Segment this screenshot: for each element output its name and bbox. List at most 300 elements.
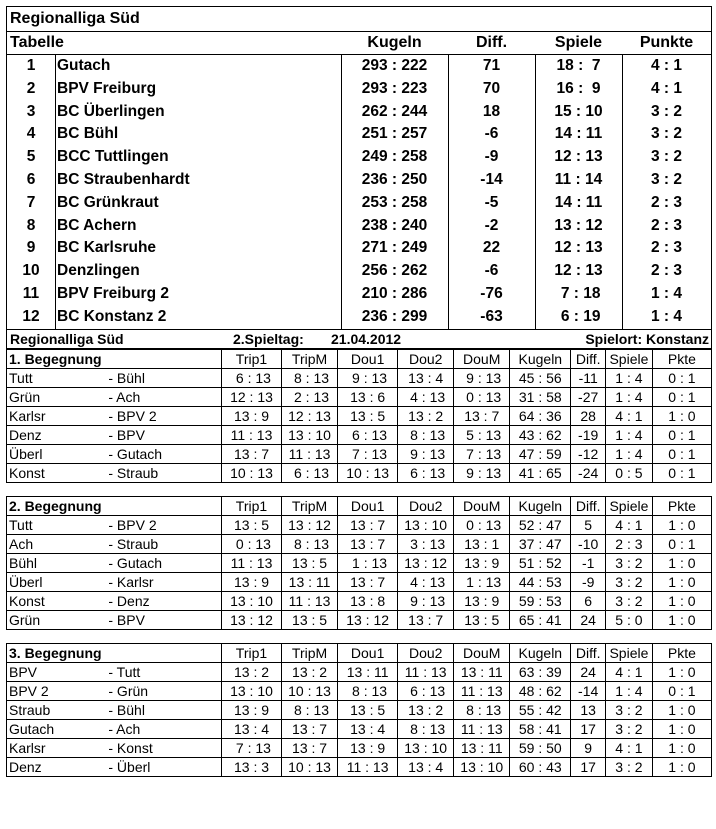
block-title: 3. Begegnung	[7, 643, 222, 662]
match-diff: -1	[571, 553, 606, 572]
match-team: Denz	[7, 757, 109, 776]
match-dou2: 13 : 7	[398, 610, 454, 629]
column-header: Spiele	[605, 496, 652, 515]
standings-spiele: 14 : 11	[554, 125, 603, 143]
match-pkte: 0 : 1	[652, 368, 711, 387]
match-diff: 17	[571, 757, 606, 776]
standings-spiele: 6 : 19	[556, 307, 601, 325]
match-doum: 13 : 9	[454, 591, 510, 610]
match-dou2: 13 : 12	[398, 553, 454, 572]
standings-row	[7, 237, 711, 260]
match-opponent: - BPV 2	[108, 515, 221, 534]
match-dou2: 8 : 13	[398, 719, 454, 738]
match-opponent: - BPV	[108, 610, 221, 629]
standings-kugeln: 293 : 222	[361, 57, 428, 74]
match-row	[7, 444, 712, 463]
match-team: Konst	[7, 463, 109, 482]
match-team: Bühl	[7, 553, 109, 572]
standings-row	[7, 306, 711, 329]
column-header: Pkte	[652, 496, 711, 515]
standings-rank: 1	[26, 57, 36, 74]
match-doum: 11 : 13	[454, 719, 510, 738]
standings-rank: 4	[26, 125, 36, 143]
match-opponent: - Denz	[108, 591, 221, 610]
match-spiele: 4 : 1	[605, 738, 652, 757]
match-opponent: - Grün	[108, 681, 221, 700]
match-dou2: 13 : 2	[398, 700, 454, 719]
match-trip1: 13 : 3	[221, 757, 281, 776]
standings-rank: 3	[26, 102, 36, 120]
match-doum: 13 : 1	[454, 534, 510, 553]
match-row	[7, 553, 712, 572]
match-row	[7, 757, 712, 776]
match-pkte: 0 : 1	[652, 681, 711, 700]
matchday-venue: Spielort: Konstanz	[585, 330, 709, 347]
match-dou1: 13 : 11	[338, 662, 398, 681]
standings-diff: -63	[480, 307, 503, 325]
match-dou1: 13 : 5	[338, 406, 398, 425]
match-dou2: 13 : 10	[398, 738, 454, 757]
standings-punkte: 2 : 3	[650, 262, 682, 280]
column-header: Trip1	[221, 496, 281, 515]
match-opponent: - Straub	[108, 534, 221, 553]
match-pkte: 1 : 0	[652, 572, 711, 591]
standings-rank: 11	[22, 284, 40, 302]
match-diff: 13	[571, 700, 606, 719]
match-spiele: 4 : 1	[605, 406, 652, 425]
column-header: Dou1	[338, 349, 398, 368]
match-tripm: 10 : 13	[282, 757, 338, 776]
match-row	[7, 515, 712, 534]
standings-rank: 12	[22, 307, 40, 325]
match-dou2: 13 : 2	[398, 406, 454, 425]
match-row	[7, 572, 712, 591]
match-row	[7, 610, 712, 629]
column-header: Dou1	[338, 643, 398, 662]
match-team: Überl	[7, 572, 109, 591]
standings-title: Regionalliga Süd	[7, 7, 711, 32]
match-kugeln: 45 : 56	[510, 368, 571, 387]
match-tripm: 8 : 13	[282, 368, 338, 387]
block-title: 2. Begegnung	[7, 496, 222, 515]
match-kugeln: 60 : 43	[510, 757, 571, 776]
match-trip1: 13 : 12	[221, 610, 281, 629]
standings-rank: 8	[26, 216, 36, 234]
standings-diff: -2	[484, 216, 499, 234]
match-dou2: 4 : 13	[398, 387, 454, 406]
match-doum: 5 : 13	[454, 425, 510, 444]
match-spiele: 3 : 2	[605, 700, 652, 719]
column-header: TripM	[282, 643, 338, 662]
match-doum: 8 : 13	[454, 700, 510, 719]
match-tripm: 13 : 11	[282, 572, 338, 591]
match-row	[7, 738, 712, 757]
match-team: Tutt	[7, 515, 109, 534]
standings-row	[7, 215, 711, 238]
match-diff: -10	[571, 534, 606, 553]
standings-row	[7, 101, 711, 124]
match-team: Gutach	[7, 719, 109, 738]
match-team: Konst	[7, 591, 109, 610]
match-trip1: 7 : 13	[221, 738, 281, 757]
standings-row	[7, 283, 711, 306]
column-divider	[535, 55, 536, 329]
match-row	[7, 591, 712, 610]
match-tripm: 13 : 2	[282, 662, 338, 681]
match-diff: -9	[571, 572, 606, 591]
match-dou1: 13 : 4	[338, 719, 398, 738]
match-team: Karlsr	[7, 738, 109, 757]
match-trip1: 6 : 13	[221, 368, 281, 387]
standings-table	[6, 6, 712, 330]
match-doum: 7 : 13	[454, 444, 510, 463]
match-spiele: 1 : 4	[605, 425, 652, 444]
match-diff: 17	[571, 719, 606, 738]
standings-rank: 5	[26, 148, 36, 166]
standings-punkte: 2 : 3	[650, 239, 682, 257]
match-row	[7, 406, 712, 425]
match-pkte: 1 : 0	[652, 591, 711, 610]
match-pkte: 1 : 0	[652, 757, 711, 776]
standings-spiele: 16 : 9	[556, 79, 601, 97]
match-blocks	[6, 349, 712, 777]
match-kugeln: 44 : 53	[510, 572, 571, 591]
standings-header	[7, 32, 711, 55]
match-row	[7, 700, 712, 719]
match-dou1: 13 : 9	[338, 738, 398, 757]
column-header: Diff.	[571, 643, 606, 662]
match-diff: -19	[571, 425, 606, 444]
column-divider	[55, 55, 56, 329]
standings-body	[7, 55, 711, 329]
standings-team: BPV Freiburg	[57, 79, 157, 97]
standings-spiele: 14 : 11	[554, 193, 603, 211]
standings-team: BC Grünkraut	[57, 193, 159, 211]
match-dou2: 13 : 4	[398, 757, 454, 776]
standings-punkte: 3 : 2	[650, 148, 682, 166]
standings-spiele: 12 : 13	[554, 239, 603, 257]
match-row	[7, 681, 712, 700]
column-header: Dou1	[338, 496, 398, 515]
match-trip1: 13 : 7	[221, 444, 281, 463]
match-opponent: - Straub	[108, 463, 221, 482]
standings-spiele: 11 : 14	[554, 170, 603, 188]
match-row	[7, 387, 712, 406]
standings-row	[7, 146, 711, 169]
match-tripm: 13 : 5	[282, 553, 338, 572]
column-divider	[622, 55, 623, 329]
column-header: TripM	[282, 349, 338, 368]
match-pkte: 1 : 0	[652, 700, 711, 719]
match-dou1: 13 : 7	[338, 534, 398, 553]
match-spiele: 3 : 2	[605, 757, 652, 776]
match-team: Überl	[7, 444, 109, 463]
match-spiele: 3 : 2	[605, 591, 652, 610]
standings-kugeln: 262 : 244	[361, 102, 428, 120]
standings-team: BC Straubenhardt	[57, 170, 190, 188]
match-tripm: 11 : 13	[282, 444, 338, 463]
standings-spiele: 18 : 7	[556, 57, 601, 74]
match-dou2: 6 : 13	[398, 463, 454, 482]
standings-diff: -6	[484, 125, 499, 143]
match-trip1: 11 : 13	[221, 425, 281, 444]
column-header: Pkte	[652, 349, 711, 368]
standings-rank: 6	[26, 170, 36, 188]
match-spiele: 3 : 2	[605, 572, 652, 591]
match-dou2: 11 : 13	[398, 662, 454, 681]
block-header-row	[7, 496, 712, 515]
match-row	[7, 463, 712, 482]
standings-diff: 71	[482, 57, 501, 74]
match-diff: 28	[571, 406, 606, 425]
match-dou2: 3 : 13	[398, 534, 454, 553]
standings-kugeln: 253 : 258	[361, 193, 428, 211]
column-header: Pkte	[652, 643, 711, 662]
standings-kugeln: 236 : 250	[361, 170, 428, 188]
match-pkte: 1 : 0	[652, 738, 711, 757]
column-header: DouM	[454, 349, 510, 368]
match-trip1: 13 : 2	[221, 662, 281, 681]
match-tripm: 13 : 7	[282, 738, 338, 757]
column-header: Dou2	[398, 496, 454, 515]
match-tripm: 8 : 13	[282, 700, 338, 719]
match-doum: 13 : 7	[454, 406, 510, 425]
match-opponent: - Karlsr	[108, 572, 221, 591]
header-punkte: Punkte	[639, 34, 694, 51]
match-team: Straub	[7, 700, 109, 719]
match-trip1: 13 : 10	[221, 591, 281, 610]
standings-kugeln: 256 : 262	[361, 262, 428, 280]
match-kugeln: 55 : 42	[510, 700, 571, 719]
standings-kugeln: 236 : 299	[361, 307, 428, 325]
match-tripm: 13 : 10	[282, 425, 338, 444]
standings-punkte: 3 : 2	[650, 170, 682, 188]
column-header: Trip1	[221, 643, 281, 662]
column-header: DouM	[454, 496, 510, 515]
match-pkte: 1 : 0	[652, 662, 711, 681]
match-dou1: 13 : 6	[338, 387, 398, 406]
match-opponent: - Ach	[108, 719, 221, 738]
match-spiele: 4 : 1	[605, 662, 652, 681]
match-team: BPV 2	[7, 681, 109, 700]
match-doum: 9 : 13	[454, 463, 510, 482]
match-trip1: 13 : 5	[221, 515, 281, 534]
block-title: 1. Begegnung	[7, 349, 222, 368]
match-pkte: 1 : 0	[652, 610, 711, 629]
match-trip1: 13 : 9	[221, 406, 281, 425]
standings-row	[7, 123, 711, 146]
standings-diff: -76	[480, 284, 503, 302]
standings-row	[7, 260, 711, 283]
standings-team: BC Achern	[57, 216, 137, 234]
match-kugeln: 48 : 62	[510, 681, 571, 700]
standings-team: BC Bühl	[57, 125, 119, 143]
match-pkte: 0 : 1	[652, 425, 711, 444]
standings-team: BCC Tuttlingen	[57, 148, 169, 166]
column-header: Spiele	[605, 349, 652, 368]
match-team: BPV	[7, 662, 109, 681]
standings-row	[7, 169, 711, 192]
match-team: Grün	[7, 387, 109, 406]
match-opponent: - Überl	[108, 757, 221, 776]
match-row	[7, 662, 712, 681]
match-diff: -14	[571, 681, 606, 700]
match-dou2: 6 : 13	[398, 681, 454, 700]
standings-team: BPV Freiburg 2	[57, 284, 169, 302]
matchday-date: 21.04.2012	[331, 330, 402, 347]
standings-spiele: 15 : 10	[554, 102, 603, 120]
standings-team: BC Karlsruhe	[57, 239, 157, 257]
match-dou1: 9 : 13	[338, 368, 398, 387]
match-dou1: 13 : 7	[338, 572, 398, 591]
column-divider	[341, 55, 342, 329]
match-doum: 13 : 11	[454, 738, 510, 757]
column-header: Dou2	[398, 349, 454, 368]
column-header: Diff.	[571, 349, 606, 368]
match-diff: -24	[571, 463, 606, 482]
match-dou2: 13 : 10	[398, 515, 454, 534]
match-spiele: 5 : 0	[605, 610, 652, 629]
match-dou1: 1 : 13	[338, 553, 398, 572]
match-diff: -27	[571, 387, 606, 406]
match-opponent: - Tutt	[108, 662, 221, 681]
standings-kugeln: 238 : 240	[361, 216, 428, 234]
standings-diff: 18	[482, 102, 501, 120]
match-trip1: 13 : 10	[221, 681, 281, 700]
match-team: Ach	[7, 534, 109, 553]
match-doum: 13 : 10	[454, 757, 510, 776]
standings-row	[7, 78, 711, 101]
standings-diff: -9	[484, 148, 499, 166]
match-trip1: 10 : 13	[221, 463, 281, 482]
matchday-info	[6, 330, 712, 349]
match-dou2: 13 : 4	[398, 368, 454, 387]
match-diff: 24	[571, 610, 606, 629]
standings-kugeln: 293 : 223	[361, 79, 428, 97]
match-kugeln: 47 : 59	[510, 444, 571, 463]
standings-kugeln: 251 : 257	[361, 125, 428, 143]
header-diff: Diff.	[475, 34, 508, 51]
standings-punkte: 4 : 1	[650, 57, 682, 74]
standings-row	[7, 192, 711, 215]
match-doum: 9 : 13	[454, 368, 510, 387]
standings-rank: 9	[26, 239, 36, 257]
match-kugeln: 58 : 41	[510, 719, 571, 738]
match-dou2: 9 : 13	[398, 444, 454, 463]
match-kugeln: 31 : 58	[510, 387, 571, 406]
match-doum: 13 : 5	[454, 610, 510, 629]
match-diff: -11	[571, 368, 606, 387]
column-header: Kugeln	[510, 643, 571, 662]
match-block-table	[6, 496, 712, 630]
match-row	[7, 425, 712, 444]
results-sheet	[6, 6, 712, 777]
match-dou1: 10 : 13	[338, 463, 398, 482]
match-doum: 13 : 11	[454, 662, 510, 681]
block-gap	[6, 630, 712, 643]
match-doum: 0 : 13	[454, 387, 510, 406]
header-tabelle: Tabelle	[10, 34, 64, 51]
match-spiele: 3 : 2	[605, 553, 652, 572]
match-block-table	[6, 643, 712, 777]
match-opponent: - BPV 2	[108, 406, 221, 425]
column-header: Kugeln	[510, 496, 571, 515]
match-trip1: 11 : 13	[221, 553, 281, 572]
standings-rank: 2	[26, 79, 36, 97]
standings-spiele: 7 : 18	[556, 284, 601, 302]
match-dou1: 13 : 8	[338, 591, 398, 610]
match-trip1: 13 : 4	[221, 719, 281, 738]
standings-spiele: 12 : 13	[554, 148, 603, 166]
match-row	[7, 534, 712, 553]
match-dou1: 6 : 13	[338, 425, 398, 444]
match-pkte: 1 : 0	[652, 719, 711, 738]
standings-punkte: 1 : 4	[650, 307, 682, 325]
match-kugeln: 59 : 50	[510, 738, 571, 757]
match-trip1: 13 : 9	[221, 572, 281, 591]
standings-spiele: 12 : 13	[554, 262, 603, 280]
standings-punkte: 4 : 1	[650, 79, 682, 97]
match-doum: 0 : 13	[454, 515, 510, 534]
match-kugeln: 64 : 36	[510, 406, 571, 425]
match-team: Karlsr	[7, 406, 109, 425]
standings-punkte: 2 : 3	[650, 193, 682, 211]
standings-kugeln: 210 : 286	[361, 284, 428, 302]
matchday-league: Regionalliga Süd	[10, 330, 124, 347]
standings-spiele: 13 : 12	[554, 216, 603, 234]
match-diff: -12	[571, 444, 606, 463]
match-spiele: 3 : 2	[605, 719, 652, 738]
block-header-row	[7, 643, 712, 662]
match-row	[7, 368, 712, 387]
match-diff: 9	[571, 738, 606, 757]
match-spiele: 1 : 4	[605, 387, 652, 406]
match-dou2: 9 : 13	[398, 591, 454, 610]
match-block-table	[6, 349, 712, 483]
match-kugeln: 63 : 39	[510, 662, 571, 681]
match-spiele: 0 : 5	[605, 463, 652, 482]
match-tripm: 13 : 5	[282, 610, 338, 629]
match-kugeln: 51 : 52	[510, 553, 571, 572]
match-doum: 11 : 13	[454, 681, 510, 700]
match-kugeln: 52 : 47	[510, 515, 571, 534]
match-opponent: - Konst	[108, 738, 221, 757]
standings-diff: 22	[482, 239, 501, 257]
header-spiele: Spiele	[554, 34, 603, 51]
standings-team: BC Überlingen	[57, 102, 165, 120]
match-pkte: 0 : 1	[652, 444, 711, 463]
match-tripm: 12 : 13	[282, 406, 338, 425]
standings-kugeln: 271 : 249	[361, 239, 428, 257]
match-opponent: - Ach	[108, 387, 221, 406]
match-pkte: 0 : 1	[652, 387, 711, 406]
block-gap	[6, 483, 712, 496]
match-spiele: 4 : 1	[605, 515, 652, 534]
standings-team: Denzlingen	[57, 262, 140, 280]
match-tripm: 8 : 13	[282, 534, 338, 553]
match-opponent: - BPV	[108, 425, 221, 444]
standings-team: Gutach	[57, 57, 111, 74]
match-pkte: 0 : 1	[652, 463, 711, 482]
column-divider	[448, 55, 449, 329]
column-header: Diff.	[571, 496, 606, 515]
match-team: Tutt	[7, 368, 109, 387]
match-dou2: 8 : 13	[398, 425, 454, 444]
match-dou1: 13 : 7	[338, 515, 398, 534]
match-kugeln: 65 : 41	[510, 610, 571, 629]
match-diff: 5	[571, 515, 606, 534]
header-kugeln: Kugeln	[367, 34, 422, 51]
